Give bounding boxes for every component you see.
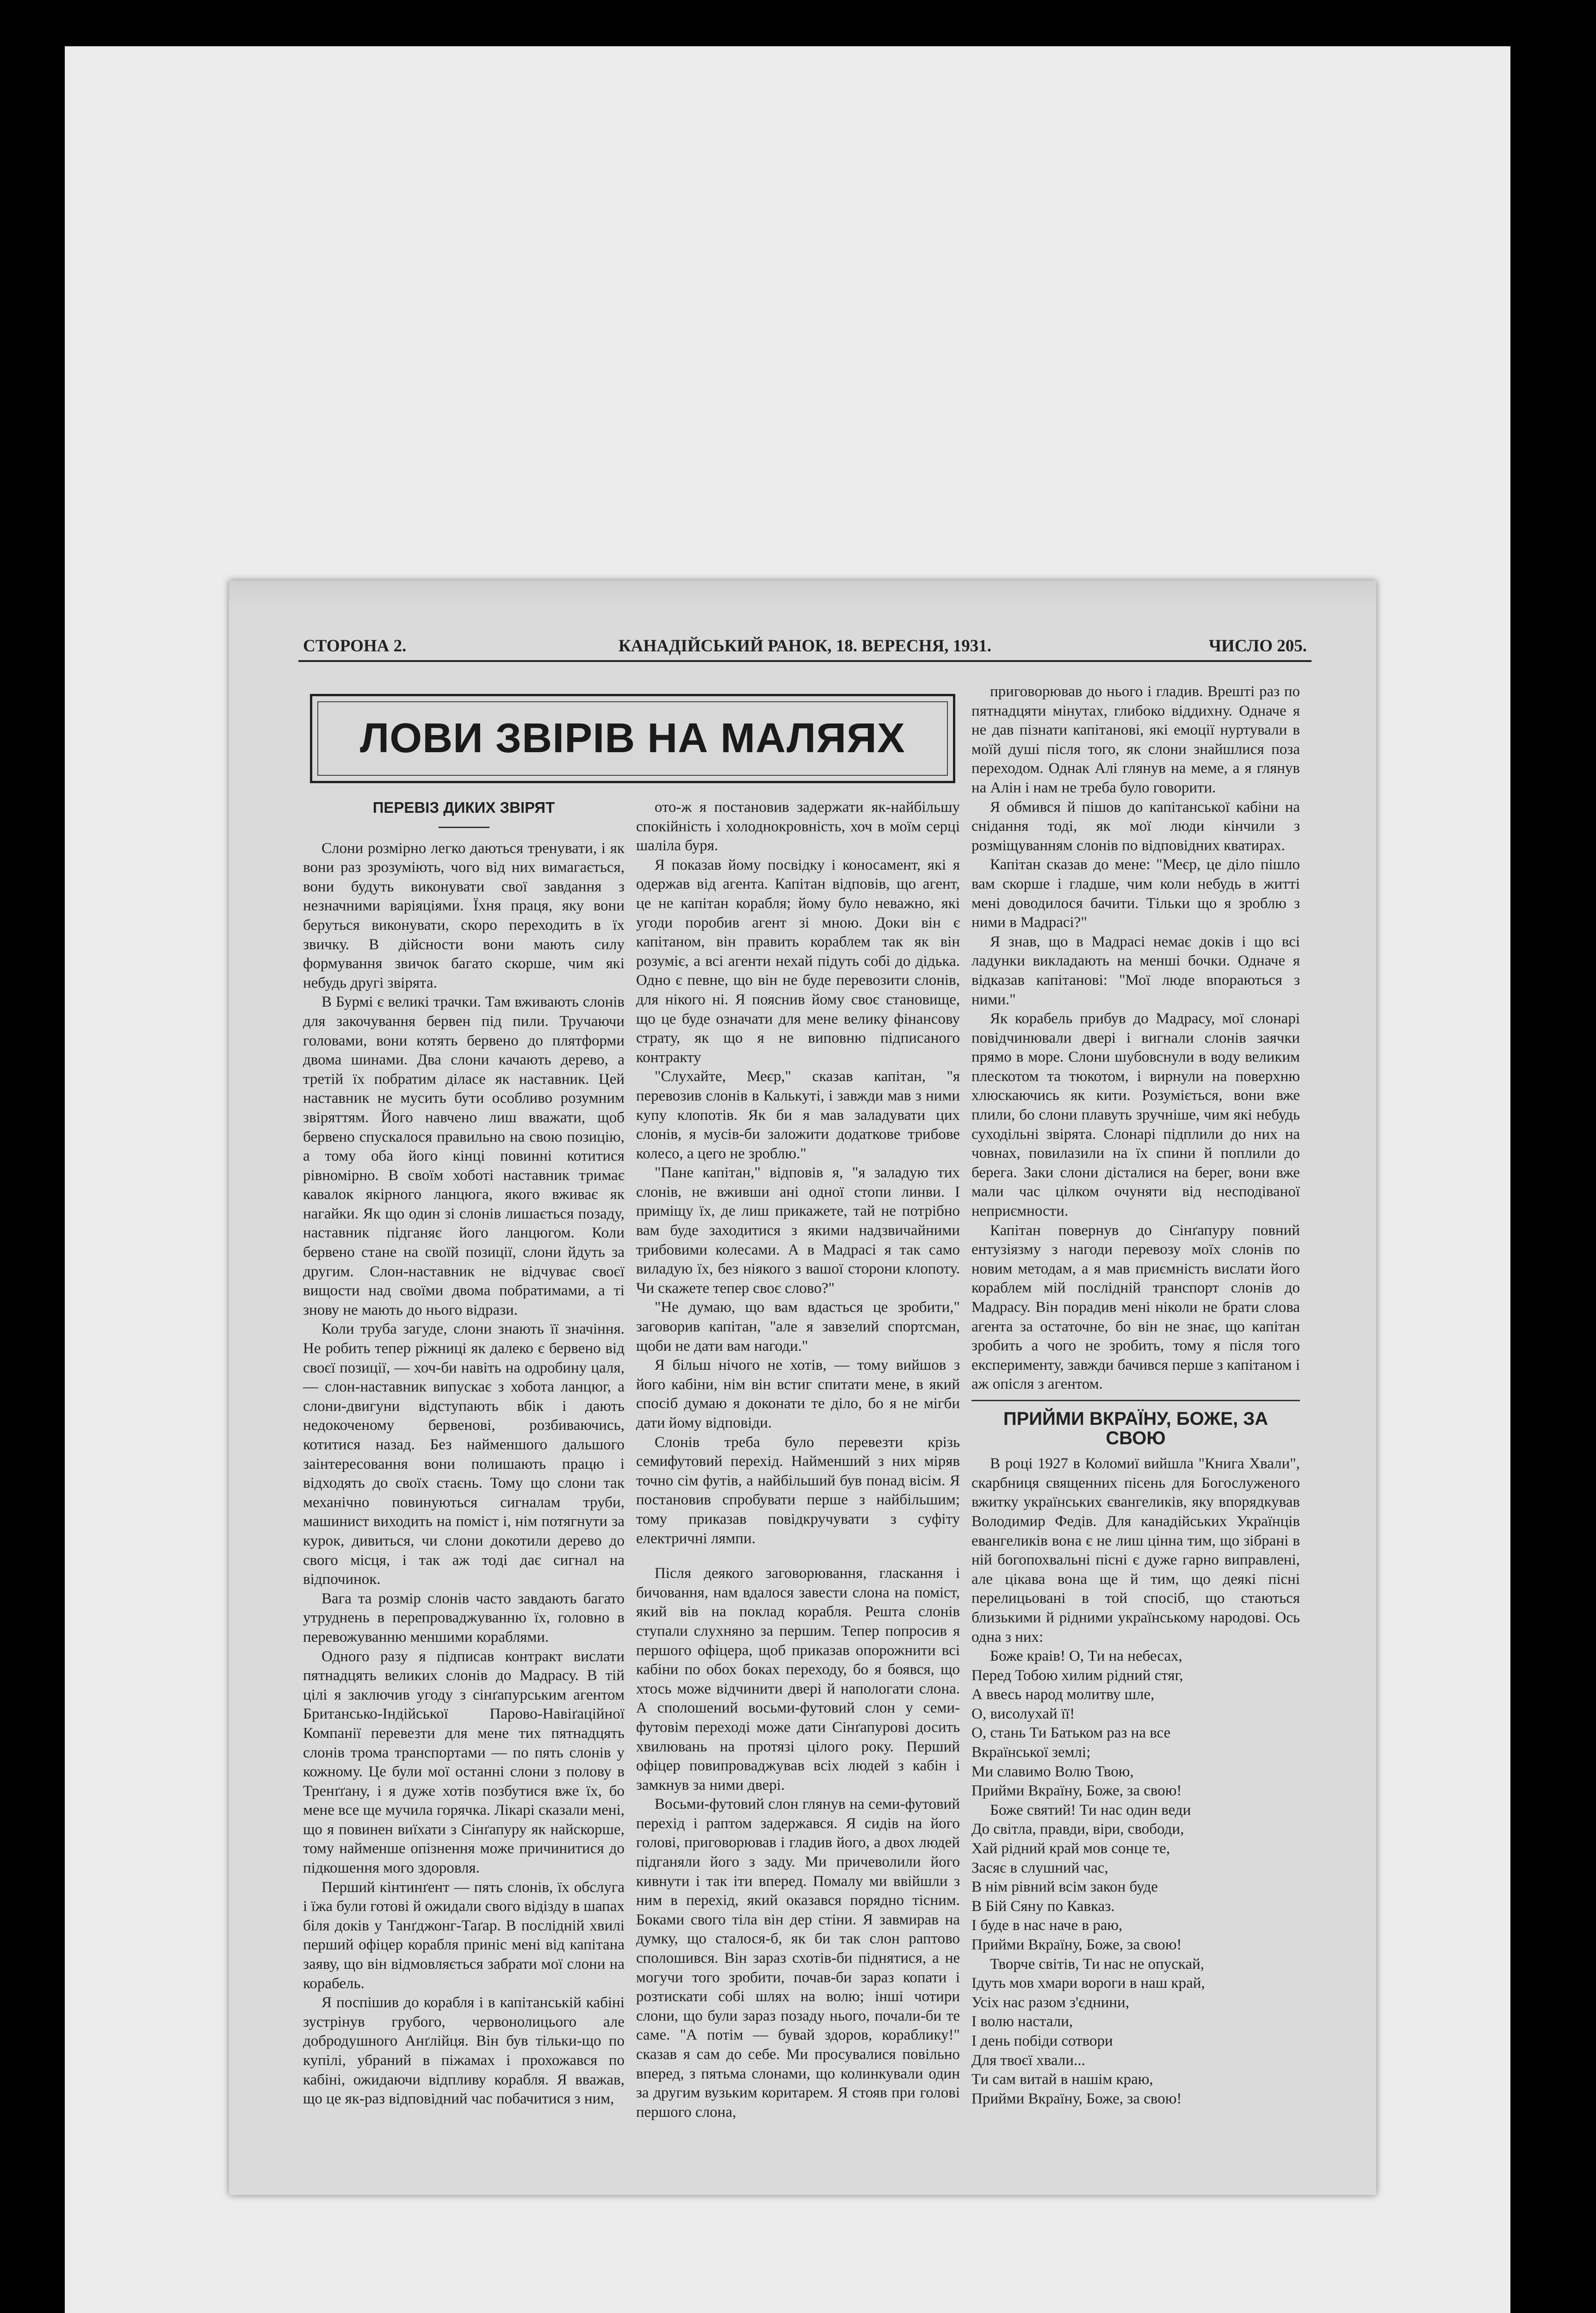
paragraph: Слони розмірно легко даються тренувати, і як вони раз зрозуміють, чого від них вимагається, вони будуть виконувати свої завдання з незначними варіяціями. Їхня праця, яку вони беруться виконувати, скоро переходить в їх звичку. В дійсности вони мають силу формування звичок багато скорше, чим які небудь другі звірята. bbox=[303, 840, 625, 991]
paragraph: В Бурмі є великі трачки. Там вживають слонів для закочування бервен під пили. Тручаючи головами, вони котять бервено до плятформи двома шинами. Два слони качають дерево, а третій їх побратим діласе як наставник. Цей наставник не мусить бути особливо розумним звіряттям. Його навчено лиш вважати, щоб бервено спускалося правильно на свою позицію, а тому оба його кінці повинні котитися рівномірно. В своїм хоботі наставник тримає кавалок якірного ланцюга, якого вживає як нагайки. Як що один зі слонів лишається позаду, наставник підганяє його ланцюгом. Коли бервено стане на своїй позиції, слони йдуть за другим. Слон-наставник не відчуває своєї вищости над своїми двома побратимами, а ті знову не мають до нього відрази. bbox=[303, 994, 625, 1318]
masthead bbox=[303, 636, 1307, 657]
section-gap bbox=[636, 1548, 960, 1564]
heading-rule bbox=[439, 827, 489, 828]
paragraph: Я показав йому посвідку і коносамент, які я одержав від агента. Капітан відповів, що агент, це не капітан корабля; йому було неважно, які угоди поробив агент зі мною. Доки він є капітаном, він править кораблем так як він розуміє, а всі агенти нехай підуть собі до дідька. Одно є певне, що він не буде перевозити слонів, для нікого ні. Я пояснив йому своє становище, що це буде означати для мене велику фінансову страту, як що я не виповню підписаного контракту bbox=[636, 856, 960, 1066]
poem-verse: Боже краів! О, Ти на небесах, Перед Тобою хилим рідний стяг, А ввесь народ молитву шле, О, висолухай її! О, стань Ти Батьком раз на все Вкраїнської землі; Ми славимо Волю Твою, Прийми Вкраїну, Боже, за свою! bbox=[971, 1648, 1183, 1800]
paragraph: Восьми-футовий слон глянув на семи-футовий перехід і раптом задержався. Я сидів на його голові, приговорював і гладив його, а двох людей підганяли його з заду. Ми причеволили його кивнути і так іти вперед. Помалу ми ввійшли з ним в перехід, який оказався порядно тісним. Боками свого тіла він дер стіни. Я завмирав на думку, що сталося-б, як би так слон раптово сполошився. Він зараз схотів-би піднятися, а не могучи того зробити, почав-би зараз копати і розтискати собі шлях на волю; інші чотири слони, що були зараз позаду нього, почали-би те саме. "А потім — бувай здоров, кораблику!" сказав я сам до себе. Ми просувалися повільно вперед, з пятьма слонами, що колинкували один за другим вузьким коритарем. Я стояв при голові першого слона, bbox=[636, 1796, 960, 2121]
paragraph: Я обмився й пішов до капітанської кабіни на снідання тоді, як мої люди кінчили з розміщуванням слонів по відповідних кватирах. bbox=[971, 798, 1300, 854]
section-rule bbox=[971, 1400, 1300, 1401]
paragraph: приговорював до нього і гладив. Врешті раз по пятнадцяти мінутах, глибоко віддихну. Одначе я не дав пізнати капітанові, які емоції нуртували в моїй душі після того, як слони знайшлися поза переходом. Однак Алі глянув на меме, а я глянув на Алін і нам не треба було говорити. bbox=[971, 683, 1300, 796]
paragraph: Коли труба загуде, слони знають її значіння. Не робить тепер ріжниці як далеко є бервено від своєї позиції, — хоч-би навіть на одробину цаля, — слон-наставник випускає з хобота ланцюг, а слони-двигуни відступають вбік і дають недокоченому бервенові, розбиваючись, котитися назад. Без найменшого дальшого заінтересовання вони полишають працю і відходять до своїх стаєнь. Тому що слони так механічно повинуються сигналам труби, машинист виходить на поміст і, нім потягнути за курок, дивиться, чи слони докотили дерево до свого місця, і так аж тоді дає сигнал на відпочинок. bbox=[303, 1321, 625, 1588]
paragraph: Одного разу я підписав контракт виcлати пятнадцять великих слонів до Мадрасу. В тій цілі я заключив угоду з сінґапурським агентом Британсько-Індійської Парово-Навіґаційної Компанії перевезти для мене тих пятнадцять слонів трома транспортами — по пять слонів у кожному. Це були мої останні слони з полову в Тренґґану, і я дуже хотів позбутися вже їх, бо мене все ще мучила горячка. Лікарі сказали мені, що я повинен виїхати з Сінґапуру як найскорше, тому найменше опізнення може причинитися до підкошення мого здоровля. bbox=[303, 1648, 625, 1877]
hymn-heading: ПРИЙМИ ВКРАЇНУ, БОЖЕ, ЗА СВОЮ bbox=[1003, 1408, 1268, 1448]
title-box bbox=[310, 694, 955, 783]
page-number: СТОРОНА 2. bbox=[303, 637, 407, 656]
paragraph: "Слухайте, Меєр," сказав капітан, "я перевозив слонів в Калькуті, і завжди мав з ними купу клопотів. Як би я мав заладувати цих слонів, я мусів-би заложити додаткове трибове колесо, а цего не зроблю." bbox=[636, 1068, 960, 1162]
paragraph: В році 1927 в Коломиї вийшла "Книга Хвали", скарбниця священних пісень для Богослуженого вжитку українських євангеликів, яку впорядкував Володимир Федів. Для канадійських Українців евангеликів вона є не лиш цінна тим, що зібрані в ній богопохвальні пісні є дуже гарно виправлені, але цікава вона ще й тим, що деякі пісні перелицьовані в той спосіб, що стаються близькими й рідними українському народові. Ось одна з них: bbox=[971, 1455, 1300, 1645]
paragraph: Слонів треба було перевезти крізь семифутовий перехід. Найменший з них міряв точно сім футів, а найбільший був понад вісім. Я постановив спробувати перше з найбільшим; тому приказав повідкручувати з суфіту електричні лямпи. bbox=[636, 1434, 960, 1547]
paragraph: Капітан повернув до Сінґапуру повний ентузіязму з нагоди перевозу моїх слонів по новим методам, а я мав приємність вислати його кораблем мій послідній транспорт слонів до Мадрасу. Він порадив мені ніколи не брати слова агента за остаточне, бо він не знає, що капітан зробить а чого не зробить, тому я після того експерименту, завжди бачився перше з капітаном і аж опісля з агентом. bbox=[971, 1222, 1300, 1393]
paragraph: Вага та розмір слонів часто завдають багато утруднень в перепроваджуванню їх, головно в перевожуванню меншими кораблями. bbox=[303, 1590, 625, 1645]
column-2 bbox=[636, 798, 960, 2122]
paragraph: Капітан сказав до мене: "Меєр, це діло пішло вам скорше і гладше, чим коли небудь в житті мені доводилося бачити. Тільки що я зроблю з ними в Мадрасі?" bbox=[971, 856, 1300, 931]
paragraph: "Не думаю, що вам вдасться це зробити," заговорив капітан, "але я завзелий спортсман, щоби не дати вам нагоди." bbox=[636, 1299, 960, 1354]
column-3 bbox=[971, 682, 1300, 2109]
paragraph: ото-ж я постановив задержати як-найбільшу спокійність і холоднокровність, хоч в моїм серці шаліла буря. bbox=[636, 799, 960, 854]
masthead-rule bbox=[298, 660, 1311, 662]
poem-verse: Боже святий! Ти нас один веди До світла, правди, віри, свободи, Хай рідний край мов сонце те, Засяє в слушний час, В нім рівний всім закон буде В Бій Сяну по Кавказ. І буде в нас наче в раю, Прийми Вкраїну, Боже, за свою! bbox=[971, 1801, 1191, 1953]
paragraph: Я більш нічого не хотів, — тому вийшов з його кабіни, нім він встиг спитати мене, в який спосіб думаю я доконати те діло, бо я не мігби дати йому відповіди. bbox=[636, 1357, 960, 1431]
newspaper-name-date: КАНАДІЙСЬКИЙ РАНОК, 18. ВЕРЕСНЯ, 1931. bbox=[618, 637, 992, 656]
column-1 bbox=[303, 798, 625, 2109]
article-title: ЛОВИ ЗВІРІВ НА МАЛЯЯХ bbox=[360, 715, 905, 761]
paragraph: Після деякого заговорювання, гласкання і бичовання, нам вдалося завести слона на поміст, який вів на поклад корабля. Решта слонів ступали слухняно за першим. Тепер попросив я першого офіцера, щоб приказав опорожнити всі кабіни по обох боках переходу, бо я боявся, що хтось може відчинити двері й напологати слона. А сполошений восьми-футовий слон у семи-футовім переході може дати Сінґапурові досить хвилювань на протязі цілого року. Перший офіцер повипроваджував всіх людей з кабін і замкнув за ними двері. bbox=[636, 1565, 960, 1794]
paragraph: "Пане капітан," відповів я, "я заладую тих слонів, не вживши ані одної стопи линви. І приміщу їх, де лиш прикажете, тай не потрібно вам буде заходитися з якими надзвичайними трибовими колесами. А в Мадрасі я так само виладую їх, без ніякого з вашої сторони клопоту. Чи скажете тепер своє слово?" bbox=[636, 1164, 960, 1297]
paragraph: Перший кінтинґент — пять слонів, їх обслуга і їжа були готові й ожидали свого відізду в шапах біля доків у Танґджонг-Таґар. В послідній хвилі перший офіцер корабля приніс мені від капітана заяву, що він відмовляється забрати мої слони на корабель. bbox=[303, 1879, 625, 1992]
issue-number: ЧИСЛО 205. bbox=[1208, 637, 1307, 656]
newspaper-page bbox=[229, 581, 1376, 2195]
article-heading: ПЕРЕВІЗ ДИКИХ ЗВІРЯТ bbox=[372, 799, 555, 816]
paragraph: Я поспішив до корабля і в капітанській кабіні зустрінув грубого, червонолицього але добродушного Анґлійця. Він був тільки-що по купілі, убраний в піжамах і прохожався по кабіні, ожидаючи відпливу корабля. Я вважав, що це як-раз відповідний час побачитися з ним, bbox=[303, 1994, 625, 2108]
poem-verse: Творче світів, Ти нас не опускай, Ідуть мов хмари вороги в наш край, Усіх нас разом з'єднини, І волю настали, І день побіди сотвори Для твоєї хвали... Ти сам витай в нашім краю, Прийми Вкраїну, Боже, за свою! bbox=[971, 1955, 1205, 2107]
paragraph: Я знав, що в Мадрасі немає доків і що всі ладунки викладають на менші бочки. Одначе я відказав капітанові: "Мої люде впораються з ними." bbox=[971, 933, 1300, 1008]
paragraph: Як корабель прибув до Мадрасу, мої слонарі повідчинювали двері і вигнали слонів заячки прямо в море. Слони шубовснули в воду великим плескотом та тюкотом, і вирнули на поверхню хлюскаючись як кити. Розуміється, вони вже плили, бо слони плавуть зручніше, чим які небудь суходільні звірята. Слонарі підплили до них на човнах, повилазили на їх спини й поплили до берега. Заки слони дісталися на берег, вони вже мали час цілком очуняти від несподіваної неприємности. bbox=[971, 1010, 1300, 1220]
